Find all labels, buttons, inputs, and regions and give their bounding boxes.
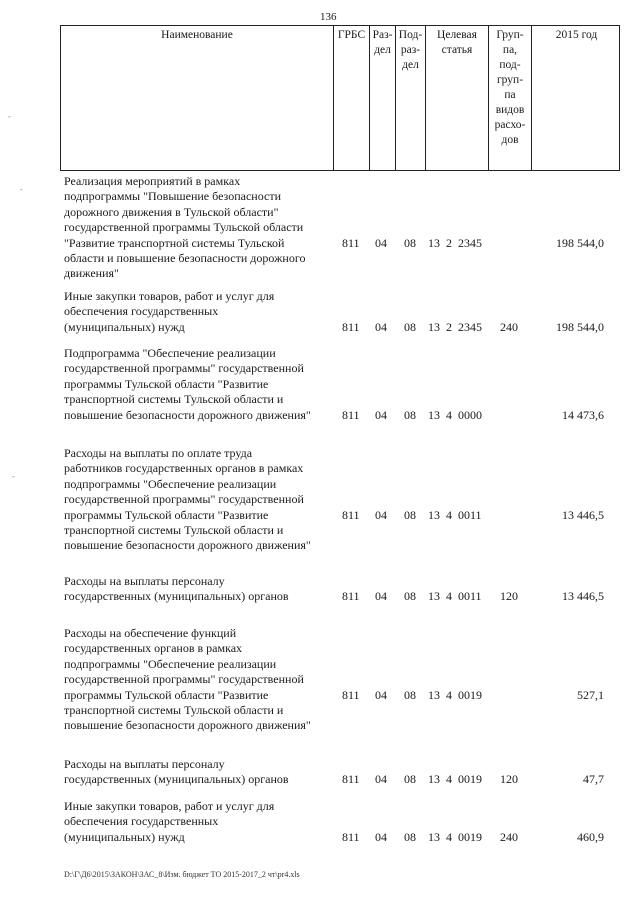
row-name: Расходы на выплаты по оплате труда работников государственных органов в рамках подпрограммы "Обеспечение реализации государственной программы" государственной программы Тульской области "Развитие транспортной системы Тульской области и повышение безопасности дорожного движения"	[64, 446, 311, 553]
row-razdel: 04	[375, 320, 387, 334]
row-razdel: 04	[375, 508, 387, 522]
col-group-header: Груп- па, под- груп- па видов расхо- дов	[489, 26, 532, 170]
row-target-article: 13 2 2345	[428, 236, 482, 250]
row-name: Иные закупки товаров, работ и услуг для обеспечения государственных (муниципальных) нужд	[64, 289, 275, 334]
row-target-article: 13 4 0019	[428, 772, 482, 786]
row-target-article: 13 2 2345	[428, 320, 482, 334]
scan-speck: -	[20, 185, 23, 194]
table-header	[60, 25, 620, 171]
row-razdel: 04	[375, 830, 387, 844]
row-podrazdel: 08	[404, 320, 416, 334]
row-amount-2015: 14 473,6	[562, 408, 604, 422]
row-amount-2015: 198 544,0	[556, 236, 604, 250]
scan-speck: -	[8, 112, 11, 121]
row-podrazdel: 08	[404, 772, 416, 786]
file-path-footer: D:\Г\Д6\2015\ЗАКОН\ЗАС_8\Изм. бюджет ТО 2015-2017_2 чт\pr4.xls	[64, 870, 300, 879]
row-target-article: 13 4 0000	[428, 408, 482, 422]
row-podrazdel: 08	[404, 508, 416, 522]
row-amount-2015: 198 544,0	[556, 320, 604, 334]
row-podrazdel: 08	[404, 830, 416, 844]
row-expense-type: 240	[500, 320, 518, 334]
row-razdel: 04	[375, 589, 387, 603]
row-amount-2015: 527,1	[577, 688, 604, 702]
row-grbs: 811	[342, 830, 360, 844]
row-name: Расходы на выплаты персоналу государственных (муниципальных) органов	[64, 574, 289, 604]
row-amount-2015: 13 446,5	[562, 508, 604, 522]
col-grbs-header: ГРБС	[334, 26, 370, 170]
row-grbs: 811	[342, 589, 360, 603]
col-razdel-header: Раз- дел	[370, 26, 396, 170]
row-razdel: 04	[375, 772, 387, 786]
col-target-header: Целевая статья	[426, 26, 489, 170]
row-expense-type: 120	[500, 589, 518, 603]
row-amount-2015: 460,9	[577, 830, 604, 844]
row-name: Расходы на выплаты персоналу государственных (муниципальных) органов	[64, 757, 289, 787]
col-podrazdel-header: Под- раз- дел	[396, 26, 426, 170]
page-number: 136	[320, 11, 337, 23]
row-grbs: 811	[342, 320, 360, 334]
row-target-article: 13 4 0019	[428, 688, 482, 702]
row-name: Подпрограмма "Обеспечение реализации государственной программы" государственной программы Тульской области "Развитие транспортной системы Тульской области и повышение безопасности дорожного движения"	[64, 346, 311, 422]
row-podrazdel: 08	[404, 688, 416, 702]
row-grbs: 811	[342, 688, 360, 702]
row-grbs: 811	[342, 508, 360, 522]
col-name-header: Наименование	[61, 26, 334, 170]
row-podrazdel: 08	[404, 589, 416, 603]
row-grbs: 811	[342, 408, 360, 422]
scan-speck: -	[12, 472, 15, 481]
row-razdel: 04	[375, 688, 387, 702]
row-expense-type: 120	[500, 772, 518, 786]
row-amount-2015: 47,7	[583, 772, 604, 786]
row-grbs: 811	[342, 772, 360, 786]
row-name: Расходы на обеспечение функций государственных органов в рамках подпрограммы "Обеспечение реализации государственной программы" государственной программы Тульской области "Развитие транспортной системы Тульской области и повышение безопасности дорожного движения"	[64, 626, 311, 733]
row-podrazdel: 08	[404, 236, 416, 250]
row-razdel: 04	[375, 236, 387, 250]
row-grbs: 811	[342, 236, 360, 250]
row-name: Реализация мероприятий в рамках подпрограммы "Повышение безопасности дорожного движения в Тульской области" государственной программы Тульской области "Развитие транспортной системы Тульской области и повышение безопасности дорожного движения"	[64, 174, 306, 281]
row-amount-2015: 13 446,5	[562, 589, 604, 603]
row-name: Иные закупки товаров, работ и услуг для обеспечения государственных (муниципальных) нужд	[64, 799, 275, 844]
row-expense-type: 240	[500, 830, 518, 844]
row-target-article: 13 4 0011	[428, 589, 482, 603]
row-target-article: 13 4 0019	[428, 830, 482, 844]
row-razdel: 04	[375, 408, 387, 422]
row-podrazdel: 08	[404, 408, 416, 422]
col-year-header: 2015 год	[555, 29, 598, 41]
row-target-article: 13 4 0011	[428, 508, 482, 522]
